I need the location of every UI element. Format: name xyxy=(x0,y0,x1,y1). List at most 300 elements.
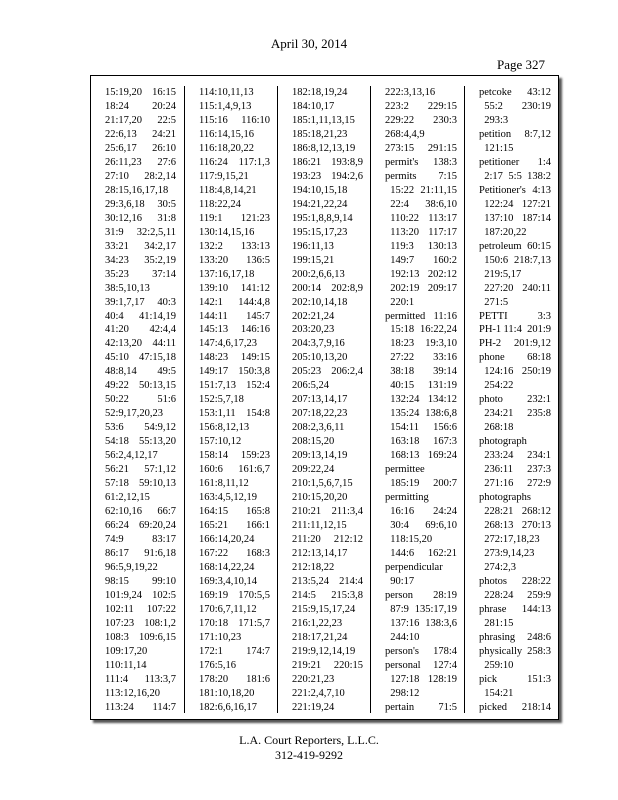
index-entry-ref: 166:1 xyxy=(246,520,270,531)
index-entry: 30:12,16 xyxy=(105,213,143,224)
index-entry-ref: 146:16 xyxy=(240,324,270,335)
index-entry-ref: 218:7,13 xyxy=(513,255,551,266)
index-entry-ref: 268:12 xyxy=(521,506,551,517)
index-entry: 135:24 xyxy=(385,408,420,419)
index-entry: 102:11 xyxy=(105,604,134,615)
index-entry-ref: 144:13 xyxy=(521,604,551,615)
index-entry: 15:22 xyxy=(385,185,415,196)
index-entry-ref: 291:15 xyxy=(427,143,457,154)
index-entry: 271:16 xyxy=(479,478,514,489)
index-entry-ref: 71:5 xyxy=(438,702,457,713)
index-entry-ref: 128:19 xyxy=(427,674,457,685)
index-entry: 27:10 xyxy=(105,171,129,182)
index-entry: 42:13,20 xyxy=(105,338,143,349)
index-entry: personal xyxy=(385,660,421,671)
index-entry: 18:24 xyxy=(105,101,129,112)
index-entry-ref: 113:3,7 xyxy=(144,674,176,685)
index-entry: 113:20 xyxy=(385,227,420,238)
index-entry: 108:3 xyxy=(105,632,129,643)
index-entry-ref: 150:3,8 xyxy=(238,366,270,377)
index-entry: 185:18,21,23 xyxy=(292,129,348,140)
index-entry-ref: 107:22 xyxy=(146,604,176,615)
index-entry: 281:15 xyxy=(479,618,514,629)
index-entry: 145:13 xyxy=(199,324,229,335)
index-entry: 40:15 xyxy=(385,380,415,391)
index-entry: 178:20 xyxy=(199,674,229,685)
index-entry: 114:10,11,13 xyxy=(199,87,254,98)
index-entry-ref: 170:5,5 xyxy=(238,590,270,601)
index-entry: 62:10,16 xyxy=(105,506,143,517)
index-entry-ref: 230:19 xyxy=(521,101,551,112)
index-entry: 150:6 xyxy=(479,255,509,266)
index-entry: perpendicular xyxy=(385,562,443,573)
index-entry-ref: 211:3,4 xyxy=(331,506,363,517)
index-entry: 56:2,4,12,17 xyxy=(105,450,158,461)
index-entry: 118:4,8,14,21 xyxy=(199,185,257,196)
index-entry-ref: 133:13 xyxy=(240,241,270,252)
index-entry-ref: 202:8,9 xyxy=(331,283,363,294)
index-entry: 101:9,24 xyxy=(105,590,143,601)
index-entry: 113:12,16,20 xyxy=(105,688,161,699)
index-entry: person xyxy=(385,590,413,601)
index-entry: 244:10 xyxy=(385,632,420,643)
index-entry-ref: 49:5 xyxy=(157,366,176,377)
index-entry: 54:18 xyxy=(105,436,129,447)
index-entry: 130:14,15,16 xyxy=(199,227,255,238)
index-entry-ref: 130:13 xyxy=(427,241,457,252)
index-entry-ref: 1:4 xyxy=(537,157,551,168)
index-entry: permittee xyxy=(385,464,425,475)
index-entry-ref: 26:10 xyxy=(152,143,176,154)
word-index-box xyxy=(90,75,559,720)
index-entry-ref: 181:6 xyxy=(246,674,270,685)
index-entry: 90:17 xyxy=(385,576,415,587)
index-entry-ref: 99:10 xyxy=(152,576,176,587)
index-entry: Petitioner's xyxy=(479,185,526,196)
index-entry: 52:9,17,20,23 xyxy=(105,408,164,419)
index-entry: 165:21 xyxy=(199,520,229,531)
index-entry: 209:22,24 xyxy=(292,464,335,475)
index-entry: 147:4,6,17,23 xyxy=(199,338,258,349)
index-entry-ref: 41:14,19 xyxy=(138,311,176,322)
index-entry-ref: 109:6,15 xyxy=(138,632,176,643)
index-entry: 148:23 xyxy=(199,352,229,363)
index-entry: pick xyxy=(479,674,498,685)
index-entry: permit's xyxy=(385,157,419,168)
index-entry-ref: 136:5 xyxy=(246,255,270,266)
index-entry: 192:13 xyxy=(385,269,420,280)
index-entry-ref: 32:2,5,11 xyxy=(136,227,176,238)
index-entry: 21:17,20 xyxy=(105,115,143,126)
index-entry-ref: 8:7,12 xyxy=(524,129,551,140)
index-entry: 56:21 xyxy=(105,464,129,475)
index-entry: 152:5,7,18 xyxy=(199,394,244,405)
index-entry: 160:6 xyxy=(199,464,223,475)
index-entry: 206:5,24 xyxy=(292,380,330,391)
index-entry: 168:14,22,24 xyxy=(199,562,255,573)
index-entry: 202:10,14,18 xyxy=(292,297,348,308)
index-entry-ref: 174:7 xyxy=(246,646,270,657)
index-entry-ref: 127:21 xyxy=(521,199,551,210)
index-entry: 193:23 xyxy=(292,171,322,182)
index-column-2 xyxy=(184,86,278,713)
index-entry-ref: 69:20,24 xyxy=(138,520,176,531)
index-entry-ref: 202:12 xyxy=(427,269,457,280)
index-entry: 163:4,5,12,19 xyxy=(199,492,258,503)
index-entry: 117:9,15,21 xyxy=(199,171,249,182)
index-column-5 xyxy=(464,86,559,713)
index-entry: 110:11,14 xyxy=(105,660,147,671)
index-entry-ref: 3:3 xyxy=(537,311,551,322)
index-entry: physically xyxy=(479,646,523,657)
index-entry: 142:1 xyxy=(199,297,223,308)
index-entry: 200:2,6,6,13 xyxy=(292,269,345,280)
index-entry-ref: 228:22 xyxy=(521,576,551,587)
index-entry: 196:11,13 xyxy=(292,241,334,252)
index-entry: 207:13,14,17 xyxy=(292,394,348,405)
index-entry: 271:5 xyxy=(479,297,509,308)
index-entry: 163:18 xyxy=(385,436,420,447)
index-entry-ref: 250:19 xyxy=(521,366,551,377)
index-entry: 154:11 xyxy=(385,422,420,433)
index-entry-ref: 42:4,4 xyxy=(149,324,176,335)
index-entry: 268:13 xyxy=(479,520,514,531)
index-entry: 200:14 xyxy=(292,283,322,294)
index-entry-ref: 144:4,8 xyxy=(238,297,270,308)
index-entry: 41:20 xyxy=(105,324,129,335)
index-entry-ref: 131:19 xyxy=(427,380,457,391)
index-entry-ref: 117:1,3 xyxy=(238,157,270,168)
index-entry-ref: 19:3,10 xyxy=(425,338,457,349)
index-entry: 153:1,11 xyxy=(199,408,236,419)
index-entry-ref: 121:23 xyxy=(240,213,270,224)
index-entry: 158:14 xyxy=(199,450,229,461)
index-entry-ref: 47:15,18 xyxy=(138,352,176,363)
index-entry: permits xyxy=(385,171,417,182)
index-entry: 207:18,22,23 xyxy=(292,408,348,419)
index-entry: 209:13,14,19 xyxy=(292,450,348,461)
index-entry: 98:15 xyxy=(105,576,129,587)
index-entry: pertain xyxy=(385,702,415,713)
index-entry: 16:16 xyxy=(385,506,415,517)
index-entry-ref: 272:9 xyxy=(527,478,551,489)
index-column-3 xyxy=(277,86,371,713)
index-entry: 118:22,24 xyxy=(199,199,241,210)
index-entry: 273:9,14,23 xyxy=(479,548,535,559)
index-entry-ref: 134:12 xyxy=(427,394,457,405)
index-entry-ref: 40:3 xyxy=(157,297,176,308)
index-entry: phrasing xyxy=(479,632,516,643)
index-entry-ref: 55:13,20 xyxy=(138,436,176,447)
index-entry-ref: 209:17 xyxy=(427,283,457,294)
index-entry: 215:9,15,17,24 xyxy=(292,604,356,615)
index-entry-ref: 145:7 xyxy=(246,311,270,322)
index-entry: 268:18 xyxy=(479,422,514,433)
index-entry: 124:16 xyxy=(479,366,514,377)
index-entry: 220:1 xyxy=(385,297,415,308)
index-entry-ref: 169:24 xyxy=(427,450,457,461)
index-entry: 185:1,11,13,15 xyxy=(292,115,355,126)
index-entry: 185:19 xyxy=(385,478,420,489)
index-entry-ref: 141:12 xyxy=(240,283,270,294)
index-entry: 137:16,17,18 xyxy=(199,269,255,280)
index-entry: 184:10,17 xyxy=(292,101,335,112)
index-entry: PH-2 xyxy=(479,338,502,349)
index-entry: permitting xyxy=(385,492,429,503)
index-entry: 86:17 xyxy=(105,548,129,559)
index-entry: 115:1,4,9,13 xyxy=(199,101,252,112)
index-entry-ref: 44:11 xyxy=(152,338,176,349)
index-entry: 121:15 xyxy=(479,143,514,154)
index-entry: 170:18 xyxy=(199,618,229,629)
index-entry-ref: 138:3,6 xyxy=(425,618,457,629)
index-entry: 22:4 xyxy=(385,199,409,210)
index-entry: 205:10,13,20 xyxy=(292,352,348,363)
index-entry: 119:1 xyxy=(199,213,223,224)
index-entry: 195:1,8,8,9,14 xyxy=(292,213,353,224)
index-entry: 55:2 xyxy=(479,101,503,112)
index-entry: 133:20 xyxy=(199,255,229,266)
index-entry: 96:5,9,19,22 xyxy=(105,562,158,573)
index-entry-ref: 24:24 xyxy=(433,506,457,517)
index-entry: 149:17 xyxy=(199,366,229,377)
index-entry-ref: 30:5 xyxy=(157,199,176,210)
index-entry: petroleum xyxy=(479,241,522,252)
index-entry-ref: 187:14 xyxy=(521,213,551,224)
index-entry-ref: 230:3 xyxy=(433,115,457,126)
index-entry: 212:18,22 xyxy=(292,562,335,573)
index-entry: 222:3,13,16 xyxy=(385,87,436,98)
index-entry: 211:11,12,15 xyxy=(292,520,347,531)
index-entry: 161:8,11,12 xyxy=(199,478,249,489)
index-entry-ref: 5:5 138:2 xyxy=(508,171,551,182)
index-entry: 216:1,22,23 xyxy=(292,618,343,629)
index-entry: photos xyxy=(479,576,508,587)
index-entry: 107:23 xyxy=(105,618,135,629)
index-entry: 49:22 xyxy=(105,380,129,391)
index-entry: 39:1,7,17 xyxy=(105,297,145,308)
index-entry-ref: 91:6,18 xyxy=(144,548,176,559)
index-entry: 48:8,14 xyxy=(105,366,137,377)
index-entry: 218:17,21,24 xyxy=(292,632,348,643)
index-entry: permitted xyxy=(385,311,426,322)
index-entry-ref: 34:2,17 xyxy=(144,241,176,252)
index-entry-ref: 156:6 xyxy=(433,422,457,433)
index-entry: 234:21 xyxy=(479,408,514,419)
index-entry-ref: 178:4 xyxy=(433,646,457,657)
index-entry-ref: 11:4 201:9 xyxy=(503,324,551,335)
index-entry-ref: 37:14 xyxy=(152,269,176,280)
index-entry: 137:16 xyxy=(385,618,420,629)
index-entry: 236:11 xyxy=(479,464,514,475)
index-entry-ref: 135:17,19 xyxy=(414,604,457,615)
index-entry-ref: 35:2,19 xyxy=(144,255,176,266)
index-entry: PH-1 xyxy=(479,324,502,335)
index-entry-ref: 214:4 xyxy=(339,576,363,587)
index-entry: 31:9 xyxy=(105,227,124,238)
index-entry: picked xyxy=(479,702,507,713)
index-entry: 38:18 xyxy=(385,366,415,377)
index-entry: 15:18 xyxy=(385,324,415,335)
index-entry: 168:13 xyxy=(385,450,420,461)
index-entry-ref: 39:14 xyxy=(433,366,457,377)
index-entry-ref: 28:2,14 xyxy=(144,171,176,182)
index-entry-ref: 160:2 xyxy=(433,255,457,266)
index-entry: 268:4,4,9 xyxy=(385,129,425,140)
index-entry-ref: 38:6,10 xyxy=(425,199,457,210)
index-entry: 228:21 xyxy=(479,506,514,517)
index-entry-ref: 194:2,6 xyxy=(331,171,363,182)
index-entry-ref: 206:2,4 xyxy=(331,366,363,377)
index-entry-ref: 102:5 xyxy=(152,590,176,601)
index-entry-ref: 234:1 xyxy=(527,450,551,461)
index-entry-ref: 138:6,8 xyxy=(425,408,457,419)
reporter-phone: 312-419-9292 xyxy=(275,748,343,762)
index-entry: 214:5 xyxy=(292,590,316,601)
index-entry-ref: 11:16 xyxy=(433,311,457,322)
index-entry-ref: 116:10 xyxy=(241,115,270,126)
index-entry: 187:20,22 xyxy=(479,227,527,238)
index-entry-ref: 57:1,12 xyxy=(144,464,176,475)
index-entry-ref: 27:6 xyxy=(157,157,176,168)
index-entry: 221:19,24 xyxy=(292,702,335,713)
index-entry-ref: 165:8 xyxy=(246,506,270,517)
index-entry: 29:3,6,18 xyxy=(105,199,145,210)
index-entry: 164:15 xyxy=(199,506,229,517)
index-entry: 132:2 xyxy=(199,241,223,252)
index-entry: PETTI xyxy=(479,311,508,322)
index-entry: 113:24 xyxy=(105,702,134,713)
index-entry: 139:10 xyxy=(199,283,229,294)
index-column-4 xyxy=(370,86,465,713)
index-entry: 273:15 xyxy=(385,143,415,154)
index-entry-ref: 168:3 xyxy=(246,548,270,559)
index-entry-ref: 232:1 xyxy=(527,394,551,405)
index-entry-ref: 171:5,7 xyxy=(238,618,270,629)
index-entry-ref: 22:5 xyxy=(157,115,176,126)
index-entry: 186:21 xyxy=(292,157,322,168)
index-entry: 274:2,3 xyxy=(479,562,517,573)
index-entry: 111:4 xyxy=(105,674,129,685)
index-entry-ref: 229:15 xyxy=(427,101,457,112)
index-entry: 26:11,23 xyxy=(105,157,142,168)
index-entry: 210:21 xyxy=(292,506,322,517)
index-entry-ref: 69:6,10 xyxy=(425,520,457,531)
index-entry: 219:5,17 xyxy=(479,269,522,280)
index-entry-ref: 258:3 xyxy=(527,646,551,657)
index-entry-ref: 138:3 xyxy=(433,157,457,168)
index-entry: petitioner xyxy=(479,157,520,168)
index-entry: 169:3,4,10,14 xyxy=(199,576,258,587)
index-entry: 213:5,24 xyxy=(292,576,330,587)
index-entry-ref: 201:9,12 xyxy=(513,338,551,349)
index-entry: 212:13,14,17 xyxy=(292,548,348,559)
index-entry-ref: 113:17 xyxy=(428,213,457,224)
index-entry: 211:20 xyxy=(292,534,321,545)
index-entry-ref: 127:4 xyxy=(433,660,457,671)
index-entry: 259:10 xyxy=(479,660,514,671)
index-entry: 87:9 xyxy=(385,604,409,615)
index-entry: 149:7 xyxy=(385,255,415,266)
index-entry: 66:24 xyxy=(105,520,129,531)
index-entry: 22:6,13 xyxy=(105,129,137,140)
index-entry: 2:17 xyxy=(479,171,503,182)
index-entry: 167:22 xyxy=(199,548,229,559)
index-entry-ref: 54:9,12 xyxy=(144,422,176,433)
index-entry-ref: 43:12 xyxy=(527,87,551,98)
index-entry: 27:22 xyxy=(385,352,415,363)
index-entry: 272:17,18,23 xyxy=(479,534,540,545)
index-entry-ref: 215:3,8 xyxy=(331,590,363,601)
index-entry-ref: 60:15 xyxy=(527,241,551,252)
index-entry: 194:21,22,24 xyxy=(292,199,348,210)
index-entry: 202:19 xyxy=(385,283,420,294)
index-entry: person's xyxy=(385,646,419,657)
index-entry: 119:3 xyxy=(385,241,414,252)
index-entry: photo xyxy=(479,394,503,405)
index-entry: 171:10,23 xyxy=(199,632,242,643)
index-entry-ref: 20:24 xyxy=(152,101,176,112)
index-entry-ref: 167:3 xyxy=(433,436,457,447)
index-entry: 74:9 xyxy=(105,534,124,545)
index-entry: 45:10 xyxy=(105,352,129,363)
index-entry: 186:8,12,13,19 xyxy=(292,143,356,154)
index-entry: 208:15,20 xyxy=(292,436,335,447)
index-entry-ref: 114:7 xyxy=(152,702,176,713)
index-entry-ref: 16:22,24 xyxy=(419,324,457,335)
index-entry-ref: 162:21 xyxy=(427,548,457,559)
index-entry-ref: 51:6 xyxy=(157,394,176,405)
index-entry: 35:23 xyxy=(105,269,129,280)
index-entry-ref: 259:9 xyxy=(527,590,551,601)
index-entry: 115:16 xyxy=(199,115,228,126)
index-entry-ref: 212:12 xyxy=(333,534,363,545)
index-entry-ref: 24:21 xyxy=(152,129,176,140)
index-entry-ref: 28:19 xyxy=(433,590,457,601)
index-entry: 181:10,18,20 xyxy=(199,688,255,699)
index-entry-ref: 68:18 xyxy=(527,352,551,363)
index-entry: 109:17,20 xyxy=(105,646,148,657)
index-entry: phrase xyxy=(479,604,507,615)
index-entry: 293:3 xyxy=(479,115,509,126)
index-entry-ref: 16:15 xyxy=(152,87,176,98)
index-entry: 53:6 xyxy=(105,422,124,433)
index-entry: 30:4 xyxy=(385,520,409,531)
index-entry: 199:15,21 xyxy=(292,255,335,266)
index-entry: 156:8,12,13 xyxy=(199,422,250,433)
index-entry: 144:11 xyxy=(199,311,228,322)
index-entry: 176:5,16 xyxy=(199,660,237,671)
index-entry-ref: 66:7 xyxy=(157,506,176,517)
index-entry: 298:12 xyxy=(385,688,420,699)
index-entry: 137:10 xyxy=(479,213,514,224)
index-entry: 40:4 xyxy=(105,311,124,322)
index-entry: 233:24 xyxy=(479,450,514,461)
index-entry-ref: 240:11 xyxy=(522,283,551,294)
index-entry-ref: 21:11,15 xyxy=(420,185,457,196)
index-entry: 33:21 xyxy=(105,241,129,252)
index-entry: 182:6,6,16,17 xyxy=(199,702,258,713)
index-entry-ref: 193:8,9 xyxy=(331,157,363,168)
transcript-date: April 30, 2014 xyxy=(270,36,348,51)
index-entry-ref: 59:10,13 xyxy=(138,478,176,489)
index-entry: 18:23 xyxy=(385,338,415,349)
index-entry-ref: 33:16 xyxy=(433,352,457,363)
index-entry-ref: 220:15 xyxy=(333,660,363,671)
index-entry: 223:2 xyxy=(385,101,409,112)
page-number: Page 327 xyxy=(497,57,546,72)
index-entry: 172:1 xyxy=(199,646,223,657)
